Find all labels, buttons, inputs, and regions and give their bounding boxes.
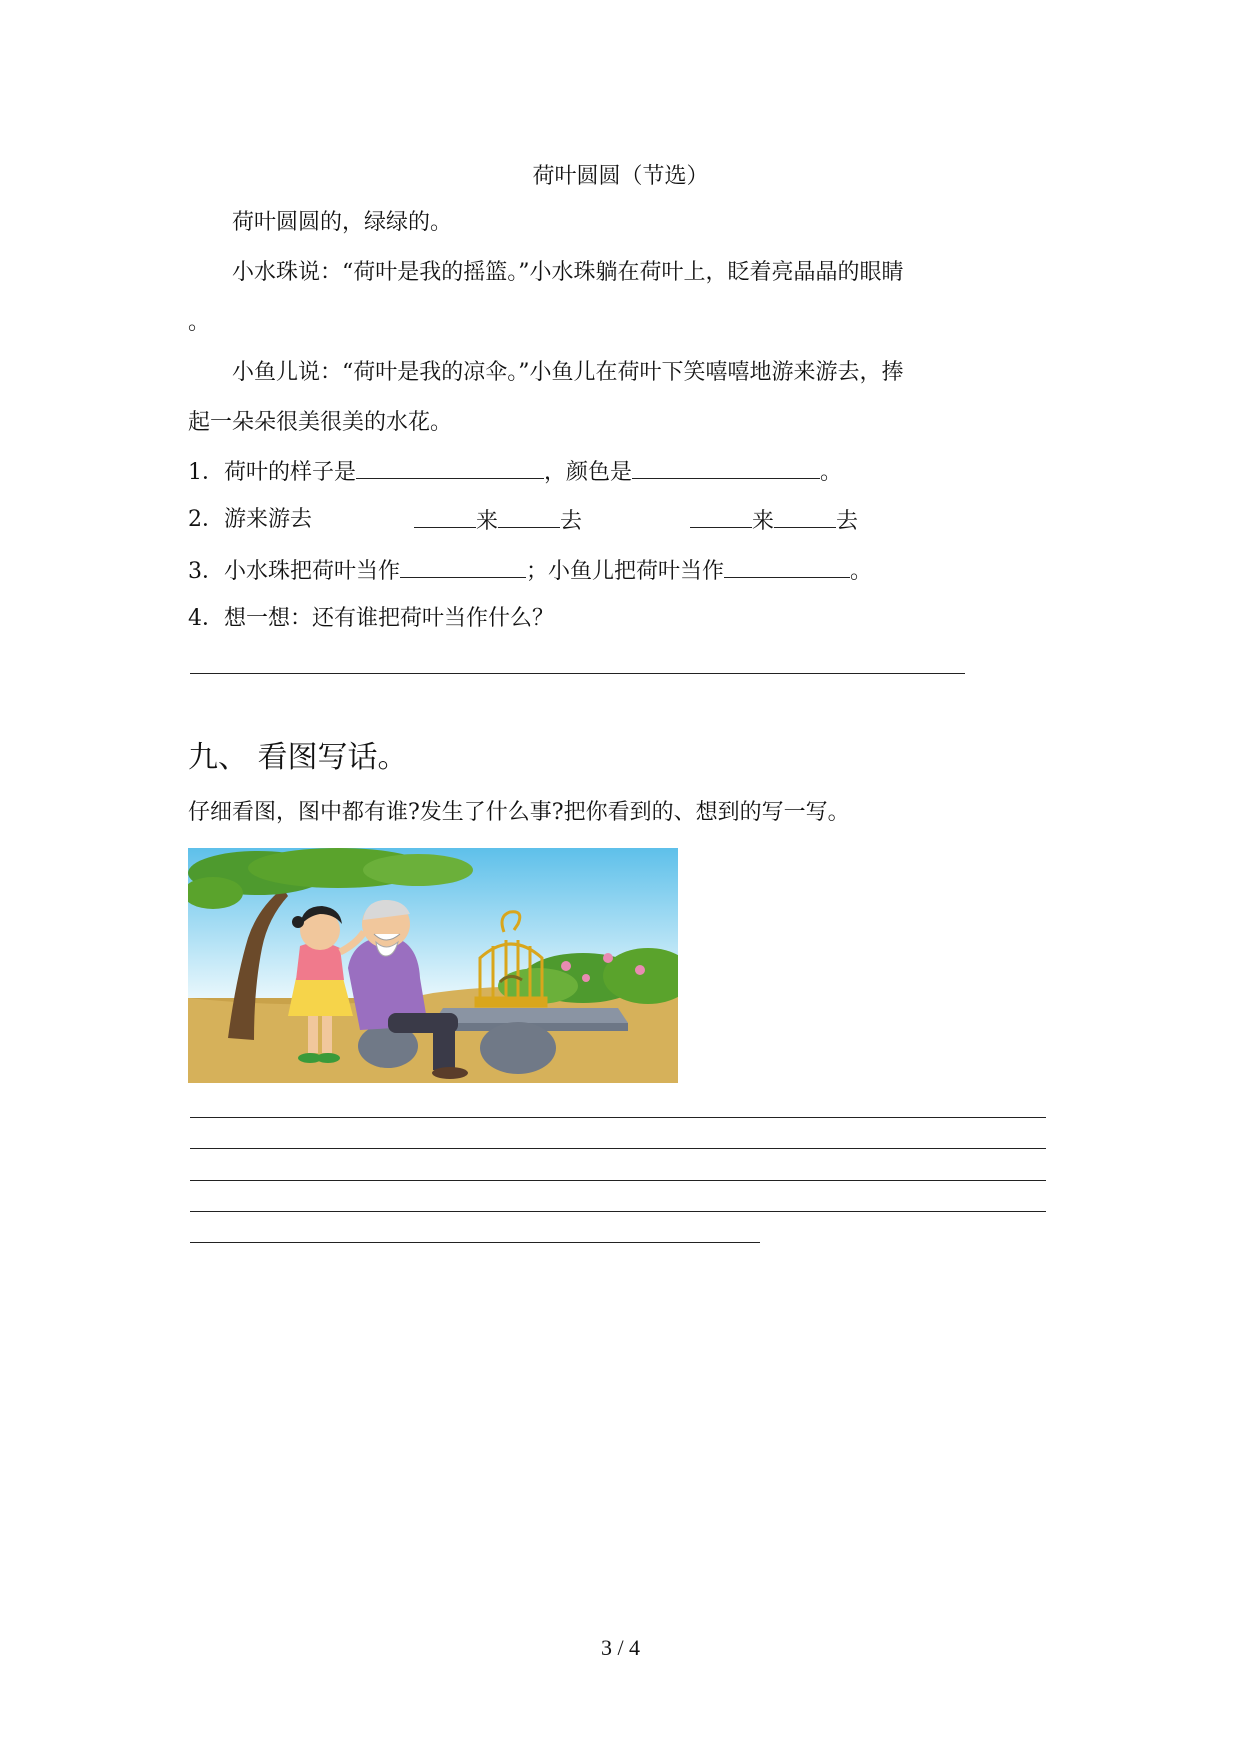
answer-blank-water-drop[interactable]: [400, 555, 526, 578]
question-3: [188, 555, 872, 587]
answer-blank-verb-2b[interactable]: [774, 505, 836, 528]
answer-blank-color[interactable]: [632, 456, 820, 479]
answer-blank-little-fish[interactable]: [724, 555, 850, 578]
question-2-text: 2．游来游去: [188, 507, 312, 532]
question-1: [188, 456, 842, 488]
question-2-pattern-1: [414, 505, 582, 537]
qu-char: 去: [836, 509, 859, 534]
answer-blank-verb-2a[interactable]: [690, 505, 752, 528]
passage-paragraph-2-line-2: 。: [188, 310, 211, 335]
question-1-text-b: ，颜色是: [544, 460, 633, 485]
question-3-text-b: ；小鱼儿把荷叶当作: [526, 559, 725, 584]
writing-line[interactable]: [190, 1242, 760, 1243]
section-instruction: 仔细看图，图中都有谁?发生了什么事?把你看到的、想到的写一写。: [188, 800, 850, 825]
question-2: [188, 505, 312, 535]
question-1-text-c: 。: [820, 460, 843, 485]
question-3-text-a: 3．小水珠把荷叶当作: [188, 559, 400, 584]
writing-line[interactable]: [190, 1211, 1046, 1212]
section-heading: 九、 看图写话。: [188, 740, 408, 775]
lai-char: 来: [476, 509, 499, 534]
passage-paragraph-3-line-2: 起一朵朵很美很美的水花。: [188, 410, 453, 435]
writing-line[interactable]: [190, 1148, 1046, 1149]
passage-paragraph-3-line-1: 小鱼儿说：“荷叶是我的凉伞。”小鱼儿在荷叶下笑嘻嘻地游来游去，捧: [232, 360, 904, 385]
question-4: 4．想一想：还有谁把荷叶当作什么？: [188, 606, 554, 631]
page-number: 3 / 4: [600, 1635, 641, 1660]
question-3-text-c: 。: [850, 559, 873, 584]
writing-line[interactable]: [190, 1180, 1046, 1181]
qu-char: 去: [560, 509, 583, 534]
passage-paragraph-1: 荷叶圆圆的，绿绿的。: [232, 210, 453, 235]
answer-blank-shape[interactable]: [356, 456, 544, 479]
writing-line[interactable]: [190, 1117, 1046, 1118]
question-2-pattern-2: [690, 505, 858, 537]
picture-illustration: [188, 848, 678, 1083]
answer-line-q4[interactable]: [190, 673, 965, 674]
answer-blank-verb-1a[interactable]: [414, 505, 476, 528]
lai-char: 来: [752, 509, 775, 534]
passage-paragraph-2-line-1: 小水珠说：“荷叶是我的摇篮。”小水珠躺在荷叶上，眨着亮晶晶的眼睛: [232, 260, 904, 285]
answer-blank-verb-1b[interactable]: [498, 505, 560, 528]
question-1-text-a: 1．荷叶的样子是: [188, 460, 356, 485]
passage-title: 荷叶圆圆（节选）: [532, 164, 709, 189]
